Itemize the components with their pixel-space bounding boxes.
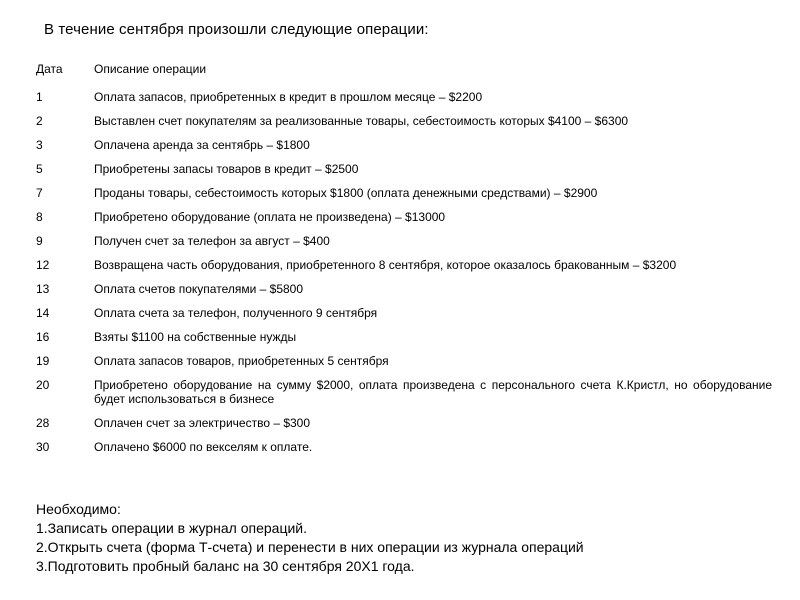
table-row: [36, 210, 772, 224]
row-description: Оплата счетов покупателями – $5800: [94, 282, 304, 296]
header-date: Дата: [36, 62, 63, 76]
row-date: 20: [36, 378, 50, 392]
row-date: 8: [36, 210, 43, 224]
row-description: Приобретены запасы товаров в кредит – $2500: [94, 162, 359, 176]
row-date: 3: [36, 138, 43, 152]
row-date: 28: [36, 416, 50, 430]
row-description: Оплачена аренда за сентябрь – $1800: [94, 138, 310, 152]
row-date: 7: [36, 186, 43, 200]
task-item: 1.Записать операции в журнал операций.: [36, 520, 307, 536]
row-date: 5: [36, 162, 43, 176]
row-date: 13: [36, 282, 50, 296]
row-description: Приобретено оборудование на сумму $2000, оплата произведена с персонального счета К.Кристл, но оборудование будет использоваться в бизнесе: [94, 378, 772, 406]
table-row: [36, 258, 772, 272]
row-date: 9: [36, 234, 43, 248]
row-description: Оплата запасов, приобретенных в кредит в прошлом месяце – $2200: [94, 90, 483, 104]
row-description: Оплата счета за телефон, полученного 9 сентября: [94, 306, 378, 320]
row-description: Взяты $1100 на собственные нужды: [94, 330, 297, 344]
row-description: Оплата запасов товаров, приобретенных 5 сентября: [94, 354, 389, 368]
row-date: 14: [36, 306, 50, 320]
header-description: Описание операции: [94, 62, 207, 76]
table-row: [36, 234, 772, 248]
table-row: [36, 186, 772, 200]
row-description: Проданы товары, себестоимость которых $1800 (оплата денежными средствами) – $2900: [94, 186, 598, 200]
table-row: [36, 90, 772, 104]
page-title: В течение сентября произошли следующие операции:: [44, 21, 429, 38]
row-description: Получен счет за телефон за август – $400: [94, 234, 330, 248]
table-row: [36, 416, 772, 430]
row-date: 30: [36, 440, 50, 454]
table-row: [36, 138, 772, 152]
row-date: 19: [36, 354, 50, 368]
row-description: Приобретено оборудование (оплата не произведена) – $13000: [94, 210, 446, 224]
tasks-heading: Необходимо:: [36, 501, 121, 517]
table-row: [36, 114, 772, 128]
row-description: Выставлен счет покупателям за реализованные товары, себестоимость которых $4100 – $6300: [94, 114, 629, 128]
table-header: [36, 62, 772, 76]
row-description: Оплачен счет за электричество – $300: [94, 416, 311, 430]
table-row: [36, 162, 772, 176]
table-row: [36, 330, 772, 344]
table-row: [36, 282, 772, 296]
row-date: 12: [36, 258, 50, 272]
table-row: [36, 354, 772, 368]
table-row: [36, 378, 772, 406]
row-description: Оплачено $6000 по векселям к оплате.: [94, 440, 313, 454]
row-date: 16: [36, 330, 50, 344]
table-row: [36, 306, 772, 320]
row-date: 1: [36, 90, 43, 104]
table-row: [36, 440, 772, 454]
task-item: 3.Подготовить пробный баланс на 30 сентября 20X1 года.: [36, 558, 415, 574]
task-item: 2.Открыть счета (форма Т-счета) и перенести в них операции из журнала операций: [36, 539, 584, 555]
operations-table: [36, 62, 772, 464]
row-date: 2: [36, 114, 43, 128]
row-description: Возвращена часть оборудования, приобретенного 8 сентября, которое оказалось бракованным – $3200: [94, 258, 677, 272]
tasks-section: [36, 500, 584, 576]
